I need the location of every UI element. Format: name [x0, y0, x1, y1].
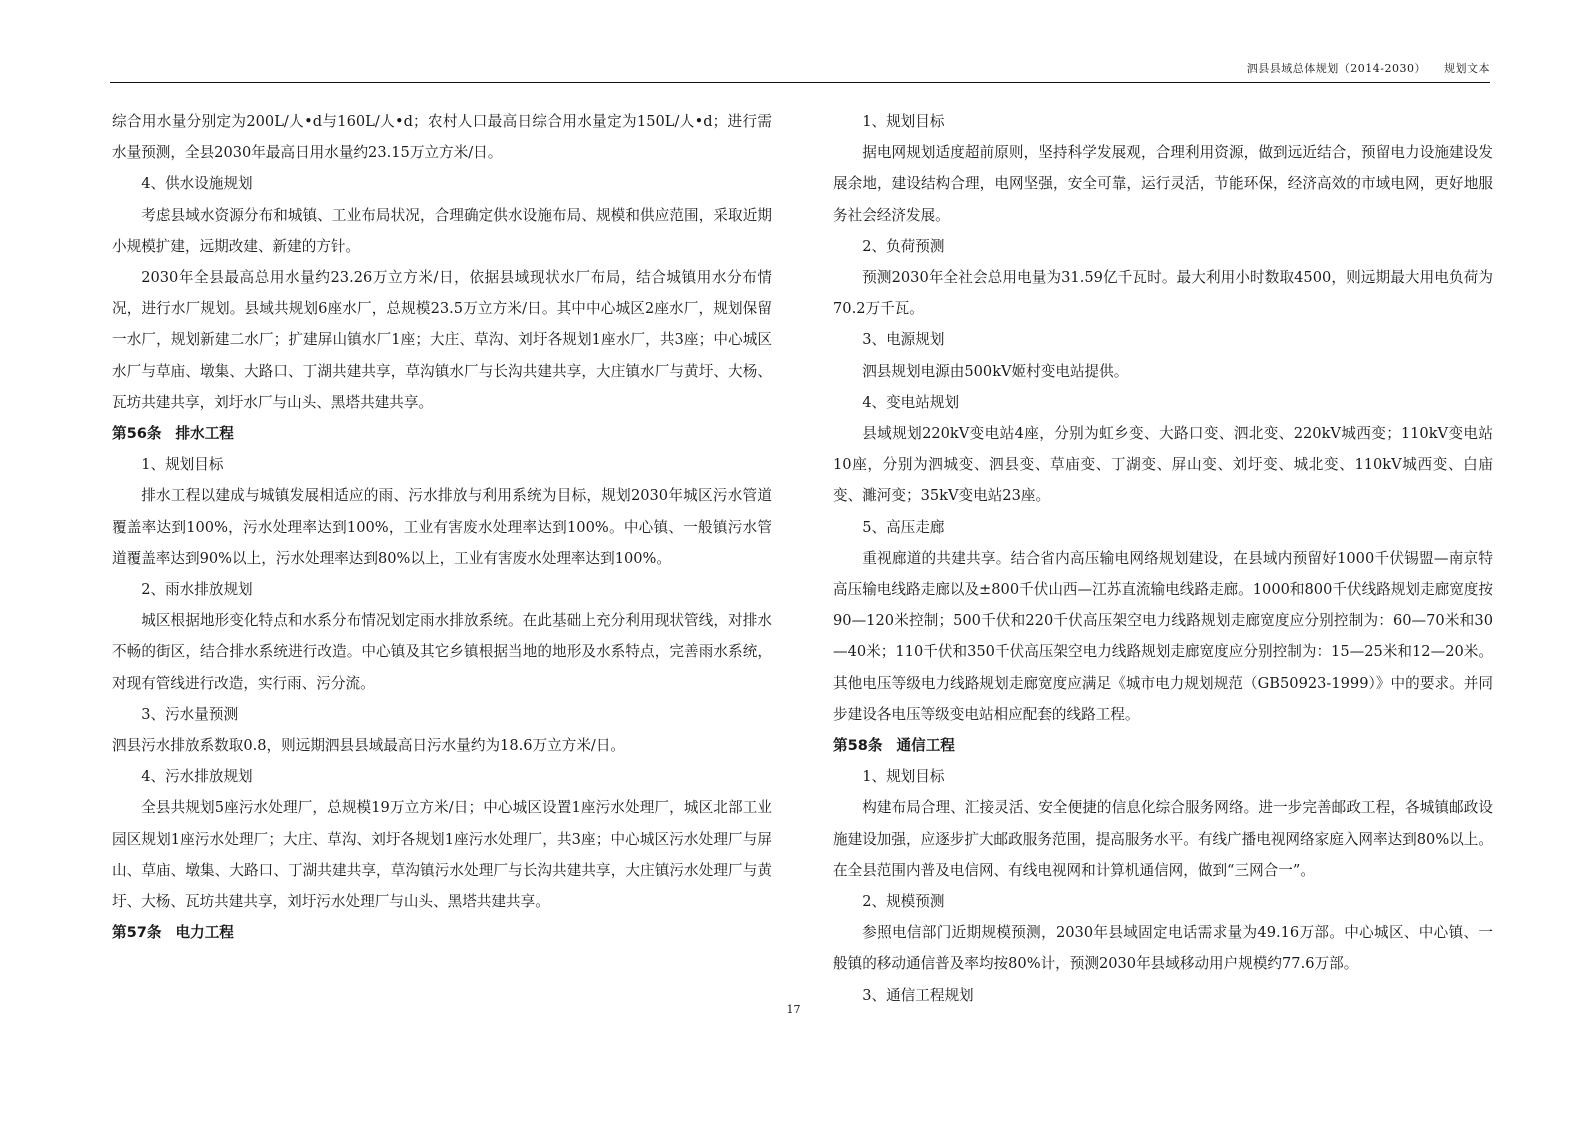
page-number: 17: [786, 1003, 801, 1016]
header-rule: [110, 82, 1490, 83]
right-column: [833, 106, 1493, 1011]
section-subheading: 1、规划目标: [141, 456, 224, 474]
paragraph: 全县共规划5座污水处理厂，总规模19万立方米/日；中心城区设置1座污水处理厂，城区北部工业园区规划1座污水处理厂；大庄、草沟、刘圩各规划1座污水处理厂，共3座；中心城区污水处理厂与屏山、草庙、墩集、大路口、丁湖共建共享，草沟镇污水处理厂与长沟共建共享，大庄镇污水处理厂与黄圩、大杨、瓦坊共建共享，刘圩污水处理厂与山头、黑塔共建共享。: [112, 799, 772, 911]
paragraph: 据电网规划适度超前原则，坚持科学发展观，合理利用资源，做到远近结合，预留电力设施建设发展余地，建设结构合理，电网坚强，安全可靠，运行灵活，节能环保，经济高效的市域电网，更好地服务社会经济发展。: [833, 144, 1493, 224]
paragraph: 2030年全县最高总用水量约23.26万立方米/日，依据县域现状水厂布局，结合城镇用水分布情况，进行水厂规划。县域共规划6座水厂，总规模23.5万立方米/日。其中中心城区2座水厂，规划保留一水厂，规划新建二水厂；扩建屏山镇水厂1座；大庄、草沟、刘圩各规划1座水厂，共3座；中心城区水厂与草庙、墩集、大路口、丁湖共建共享，草沟镇水厂与长沟共建共享，大庄镇水厂与黄圩、大杨、瓦坊共建共享，刘圩水厂与山头、黑塔共建共享。: [112, 269, 772, 411]
section-subheading: 4、供水设施规划: [141, 175, 253, 193]
paragraph: 县域规划220kV变电站4座，分别为虹乡变、大路口变、泗北变、220kV城西变；110kV变电站10座，分别为泗城变、泗县变、草庙变、丁湖变、屏山变、刘圩变、城北变、110kV城西变、白庙变、濉河变；35kV变电站23座。: [833, 425, 1493, 505]
document-title: 泗县县域总体规划（2014-2030）: [1246, 62, 1426, 75]
paragraph: 重视廊道的共建共享。结合省内高压输电网络规划建设，在县域内预留好1000千伏锡盟—南京特高压输电线路走廊以及±800千伏山西—江苏直流输电线路走廊。1000和800千伏线路规划走廊宽度按90—120米控制；500千伏和220千伏高压架空电力线路规划走廊宽度应分别控制为：60—70米和30—40米；110千伏和350千伏高压架空电力线路规划走廊宽度应分别控制为：15—25米和12—20米。其他电压等级电力线路规划走廊宽度应满足《城市电力规划规范（GB50923-1999）》中的要求。并同步建设各电压等级变电站相应配套的线路工程。: [833, 549, 1493, 723]
section-subheading: 2、负荷预测: [862, 237, 945, 255]
article-heading: [112, 917, 772, 948]
document-type: 规划文本: [1444, 62, 1490, 75]
section-subheading: 4、变电站规划: [862, 393, 960, 411]
paragraph: 构建布局合理、汇接灵活、安全便捷的信息化综合服务网络。进一步完善邮政工程，各城镇邮政设施建设加强，应逐步扩大邮政服务范围，提高服务水平。有线广播电视网络家庭入网率达到80%以上。在全县范围内普及电信网、有线电视网和计算机通信网，做到“三网合一”。: [833, 799, 1493, 879]
paragraph: 参照电信部门近期规模预测，2030年县域固定电话需求量为49.16万部。中心城区、中心镇、一般镇的移动通信普及率均按80%计，预测2030年县域移动用户规模约77.6万部。: [833, 924, 1493, 973]
section-subheading: 3、通信工程规划: [862, 986, 974, 1004]
left-column: [112, 106, 772, 948]
section-subheading: 2、规模预测: [862, 893, 945, 911]
section-subheading: 4、污水排放规划: [141, 768, 253, 786]
paragraph: 城区根据地形变化特点和水系分布情况划定雨水排放系统。在此基础上充分利用现状管线，对排水不畅的街区，结合排水系统进行改造。中心镇及其它乡镇根据当地的地形及水系特点，完善雨水系统，对现有管线进行改造，实行雨、污分流。: [112, 612, 772, 692]
article-number: 第56条: [112, 425, 162, 443]
section-subheading: 5、高压走廊: [862, 518, 945, 536]
paragraph: 预测2030年全社会总用电量为31.59亿千瓦时。最大利用小时数取4500，则远期最大用电负荷为70.2万千瓦。: [833, 269, 1493, 318]
article-heading: [112, 418, 772, 449]
paragraph: 排水工程以建成与城镇发展相适应的雨、污水排放与利用系统为目标，规划2030年城区污水管道覆盖率达到100%，污水处理率达到100%，工业有害废水处理率达到100%。中心镇、一般镇污水管道覆盖率达到90%以上，污水处理率达到80%以上，工业有害废水处理率达到100%。: [112, 487, 772, 567]
paragraph: 泗县污水排放系数取0.8，则远期泗县县域最高日污水量约为18.6万立方米/日。: [112, 737, 626, 755]
page-header: [110, 52, 1490, 82]
article-heading: [833, 730, 1493, 761]
article-title: 电力工程: [175, 924, 234, 942]
section-subheading: 3、电源规划: [862, 331, 945, 349]
section-subheading: 1、规划目标: [862, 113, 945, 130]
article-title: 通信工程: [896, 737, 955, 755]
header-text: [1247, 60, 1490, 76]
article-title: 排水工程: [175, 425, 234, 443]
article-number: 第58条: [833, 737, 883, 755]
paragraph: 泗县规划电源由500kV姬村变电站提供。: [862, 362, 1129, 380]
section-subheading: 3、污水量预测: [141, 705, 239, 723]
section-subheading: 1、规划目标: [862, 768, 945, 786]
paragraph: 综合用水量分别定为200L/人•d与160L/人•d；农村人口最高日综合用水量定为150L/人•d；进行需水量预测，全县2030年最高日用水量约23.15万立方米/日。: [112, 113, 772, 162]
article-number: 第57条: [112, 924, 162, 942]
section-subheading: 2、雨水排放规划: [141, 581, 253, 599]
paragraph: 考虑县域水资源分布和城镇、工业布局状况，合理确定供水设施布局、规模和供应范围，采取近期小规模扩建，远期改建、新建的方针。: [112, 206, 772, 255]
